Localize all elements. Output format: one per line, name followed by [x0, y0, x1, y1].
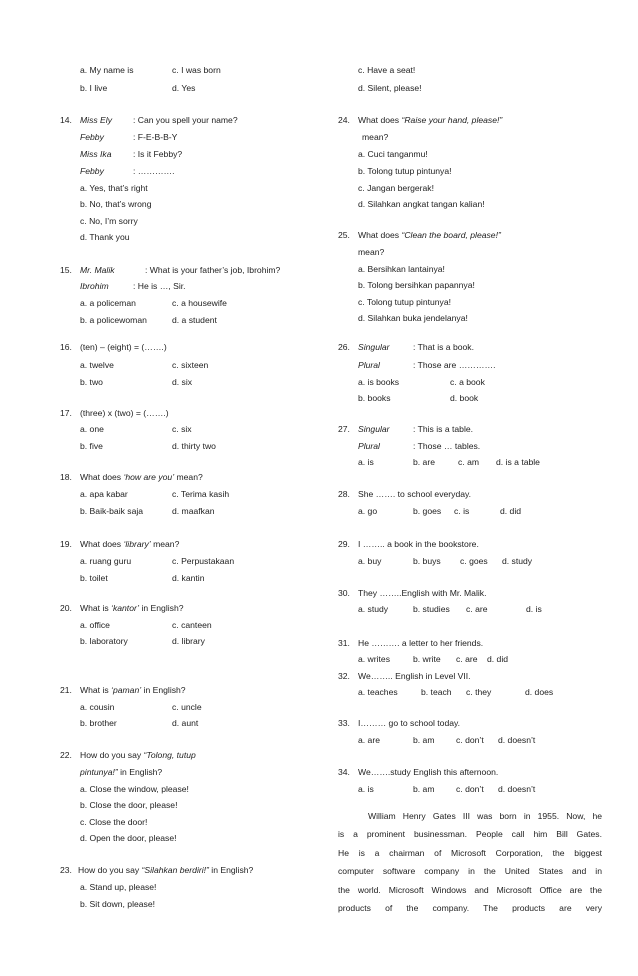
question-number: 25.	[338, 230, 350, 240]
dialogue-line: : F-E-B-B-Y	[133, 132, 178, 142]
question-number: 21.	[60, 685, 72, 695]
speaker: Febby	[80, 132, 104, 142]
option-a: a. is	[358, 784, 374, 794]
option-d: d. thirty two	[172, 441, 216, 451]
question-number: 18.	[60, 472, 72, 482]
option-a: a. apa kabar	[80, 489, 128, 499]
dialogue-line: : He is …, Sir.	[133, 281, 186, 291]
option-d: d. doesn’t	[498, 784, 536, 794]
option-b: b. laboratory	[80, 636, 128, 646]
option-c: c. I was born	[172, 65, 221, 75]
option-b: b. Sit down, please!	[80, 899, 156, 909]
option-d: d. is	[526, 604, 542, 614]
option-d: d. Silahkan buka jendelanya!	[358, 313, 468, 323]
option-a: a. Bersihkan lantainya!	[358, 264, 445, 274]
option-c: c. a book	[450, 377, 485, 387]
option-c: c. Perpustakaan	[172, 556, 235, 566]
question-number: 24.	[338, 115, 350, 125]
term: ‘how are you’	[123, 472, 175, 482]
option-c: c. Terima kasih	[172, 489, 230, 499]
question-stem: (three) x (two) = (…….)	[80, 408, 169, 418]
option-b: b. books	[358, 393, 391, 403]
question-number: 22.	[60, 750, 72, 760]
option-b: b. goes	[413, 506, 442, 516]
question-stem-continued: mean?	[358, 247, 385, 257]
question-stem: How do you say “Tolong, tutup	[80, 750, 196, 760]
term: “Clean the board, please!”	[401, 230, 501, 240]
option-c: c. goes	[460, 556, 488, 566]
option-a: a. Stand up, please!	[80, 882, 157, 892]
option-d: d. did	[487, 654, 509, 664]
option-a: a. a policeman	[80, 298, 136, 308]
option-b: b. teach	[421, 687, 452, 697]
question-number: 29.	[338, 539, 350, 549]
speaker: Miss Ely	[80, 115, 112, 125]
question-stem: How do you say “Silahkan berdiri!” in English?	[78, 865, 254, 875]
speaker: Miss Ika	[80, 149, 112, 159]
question-number: 19.	[60, 539, 72, 549]
question-number: 15.	[60, 265, 72, 275]
term: “Raise your hand, please!”	[401, 115, 503, 125]
question-number: 20.	[60, 603, 72, 613]
question-stem: What does “Clean the board, please!”	[358, 230, 501, 240]
option-b: b. write	[413, 654, 441, 664]
question-number: 32.	[338, 671, 350, 681]
option-c: c. don’t	[456, 784, 484, 794]
option-c: c. six	[172, 424, 192, 434]
option-c: c. No, I’m sorry	[80, 216, 138, 226]
passage-line: is a prominent businessman. People call him Bill Gates.	[338, 829, 602, 840]
passage-line: products of the company. The products are very	[338, 903, 602, 914]
option-d: d. is a table	[496, 457, 540, 467]
option-d: d. study	[502, 556, 533, 566]
option-d: d. book	[450, 393, 479, 403]
option-a: a. office	[80, 620, 110, 630]
option-d: d. Open the door, please!	[80, 833, 177, 843]
option-a: a. is books	[358, 377, 400, 387]
option-b: b. I live	[80, 83, 108, 93]
option-a: a. Close the window, please!	[80, 784, 189, 794]
term: pintunya!”	[80, 767, 118, 777]
speaker: Singular	[358, 424, 390, 434]
passage-line: computer software company in the United States and in	[338, 866, 602, 877]
option-d: d. maafkan	[172, 506, 215, 516]
option-c: c. a housewife	[172, 298, 227, 308]
option-d: d. six	[172, 377, 193, 387]
question-stem: They ……..English with Mr. Malik.	[358, 588, 487, 598]
question-stem: I……… go to school today.	[358, 718, 461, 728]
question-stem: He ………. a letter to her friends.	[358, 638, 484, 648]
speaker: Singular	[358, 342, 390, 352]
option-b: b. Tolong bersihkan papannya!	[358, 280, 475, 290]
option-a: a. study	[358, 604, 389, 614]
question-number: 23.	[60, 865, 72, 875]
speaker: Ibrohim	[80, 281, 109, 291]
term: “Tolong, tutup	[143, 750, 196, 760]
option-a: a. Cuci tanganmu!	[358, 149, 428, 159]
speaker: Plural	[358, 360, 380, 370]
term: ‘library’	[123, 539, 151, 549]
question-number: 30.	[338, 588, 350, 598]
question-stem: (ten) – (eight) = (…….)	[80, 342, 167, 352]
option-c: c. Jangan bergerak!	[358, 183, 434, 193]
option-c: c. don’t	[456, 735, 484, 745]
term: “Silahkan berdiri!”	[141, 865, 209, 875]
dialogue-line: : This is a table.	[413, 424, 474, 434]
option-d: d. a student	[172, 315, 217, 325]
option-c: c. canteen	[172, 620, 212, 630]
option-b: b. studies	[413, 604, 450, 614]
question-number: 28.	[338, 489, 350, 499]
speaker: Mr. Malik	[80, 265, 115, 275]
question-stem-continued: mean?	[362, 132, 389, 142]
option-c: c. is	[454, 506, 470, 516]
reading-passage	[338, 807, 602, 917]
option-c: c. are	[456, 654, 478, 664]
option-b: b. Baik-baik saja	[80, 506, 144, 516]
option-b: b. are	[413, 457, 435, 467]
dialogue-line: : Is it Febby?	[133, 149, 183, 159]
option-a: a. teaches	[358, 687, 398, 697]
passage-line: the world. Microsoft Windows and Microsoft Office are the	[338, 884, 602, 895]
term: ‘kantor’	[111, 603, 140, 613]
question-stem-continued: pintunya!” in English?	[80, 767, 163, 777]
question-number: 34.	[338, 767, 350, 777]
option-d: d. Silahkan angkat tangan kalian!	[358, 199, 485, 209]
option-a: a. one	[80, 424, 104, 434]
question-stem: What does ‘library’ mean?	[80, 539, 180, 549]
question-number: 14.	[60, 115, 72, 125]
option-c: c. am	[458, 457, 480, 467]
question-number: 31.	[338, 638, 350, 648]
dialogue-line: : Can you spell your name?	[133, 115, 238, 125]
dialogue-line: : Those … tables.	[413, 441, 481, 451]
option-b: b. am	[413, 735, 435, 745]
question-number: 26.	[338, 342, 350, 352]
option-d: d. library	[172, 636, 205, 646]
option-d: d. does	[525, 687, 554, 697]
option-c: c. Close the door!	[80, 817, 148, 827]
option-b: b. No, that’s wrong	[80, 199, 152, 209]
question-stem: She ……. to school everyday.	[358, 489, 472, 499]
question-stem: What does ‘how are you’ mean?	[80, 472, 203, 482]
question-stem: What is ‘kantor’ in English?	[80, 603, 184, 613]
option-b: b. toilet	[80, 573, 108, 583]
option-c: c. Tolong tutup pintunya!	[358, 297, 452, 307]
option-d: d. kantin	[172, 573, 205, 583]
question-stem: We…….. English in Level VII.	[358, 671, 471, 681]
dialogue-line: : Those are ………….	[413, 360, 496, 370]
passage-line: William Henry Gates III was born in 1955. Now, he	[368, 811, 602, 821]
term: ‘paman’	[111, 685, 142, 695]
option-a: a. My name is	[80, 65, 134, 75]
speaker: Plural	[358, 441, 380, 451]
question-number: 17.	[60, 408, 72, 418]
dialogue-line: : That is a book.	[413, 342, 474, 352]
option-b: b. buys	[413, 556, 441, 566]
option-b: b. am	[413, 784, 435, 794]
option-d: d. did	[500, 506, 522, 516]
speaker: Febby	[80, 166, 104, 176]
option-b: b. Tolong tutup pintunya!	[358, 166, 452, 176]
option-d: d. Thank you	[80, 232, 130, 242]
option-b: b. a policewoman	[80, 315, 147, 325]
question-stem: What is ‘paman’ in English?	[80, 685, 186, 695]
dialogue-line: : ………….	[133, 166, 175, 176]
question-number: 27.	[338, 424, 350, 434]
question-number: 16.	[60, 342, 72, 352]
option-a: a. ruang guru	[80, 556, 132, 566]
option-a: a. go	[358, 506, 378, 516]
option-d: d. aunt	[172, 718, 199, 728]
option-b: b. Close the door, please!	[80, 800, 178, 810]
option-a: a. are	[358, 735, 380, 745]
option-c: c. Have a seat!	[358, 65, 416, 75]
option-a: a. is	[358, 457, 374, 467]
option-b: b. five	[80, 441, 103, 451]
option-c: c. sixteen	[172, 360, 209, 370]
option-a: a. Yes, that’s right	[80, 183, 148, 193]
option-c: c. uncle	[172, 702, 202, 712]
option-a: a. cousin	[80, 702, 115, 712]
question-stem: What does “Raise your hand, please!”	[358, 115, 503, 125]
option-a: a. buy	[358, 556, 382, 566]
option-a: a. writes	[358, 654, 390, 664]
question-stem: We…….study English this afternoon.	[358, 767, 499, 777]
option-d: d. Silent, please!	[358, 83, 422, 93]
dialogue-line: : What is your father’s job, Ibrohim?	[145, 265, 281, 275]
question-number: 33.	[338, 718, 350, 728]
option-d: d. doesn’t	[498, 735, 536, 745]
option-b: b. two	[80, 377, 103, 387]
passage-line: He is a chairman of Microsoft Corporation, the biggest	[338, 847, 602, 858]
question-stem: I …….. a book in the bookstore.	[358, 539, 479, 549]
option-c: c. are	[466, 604, 488, 614]
option-d: d. Yes	[172, 83, 196, 93]
option-a: a. twelve	[80, 360, 114, 370]
option-b: b. brother	[80, 718, 117, 728]
option-c: c. they	[466, 687, 492, 697]
